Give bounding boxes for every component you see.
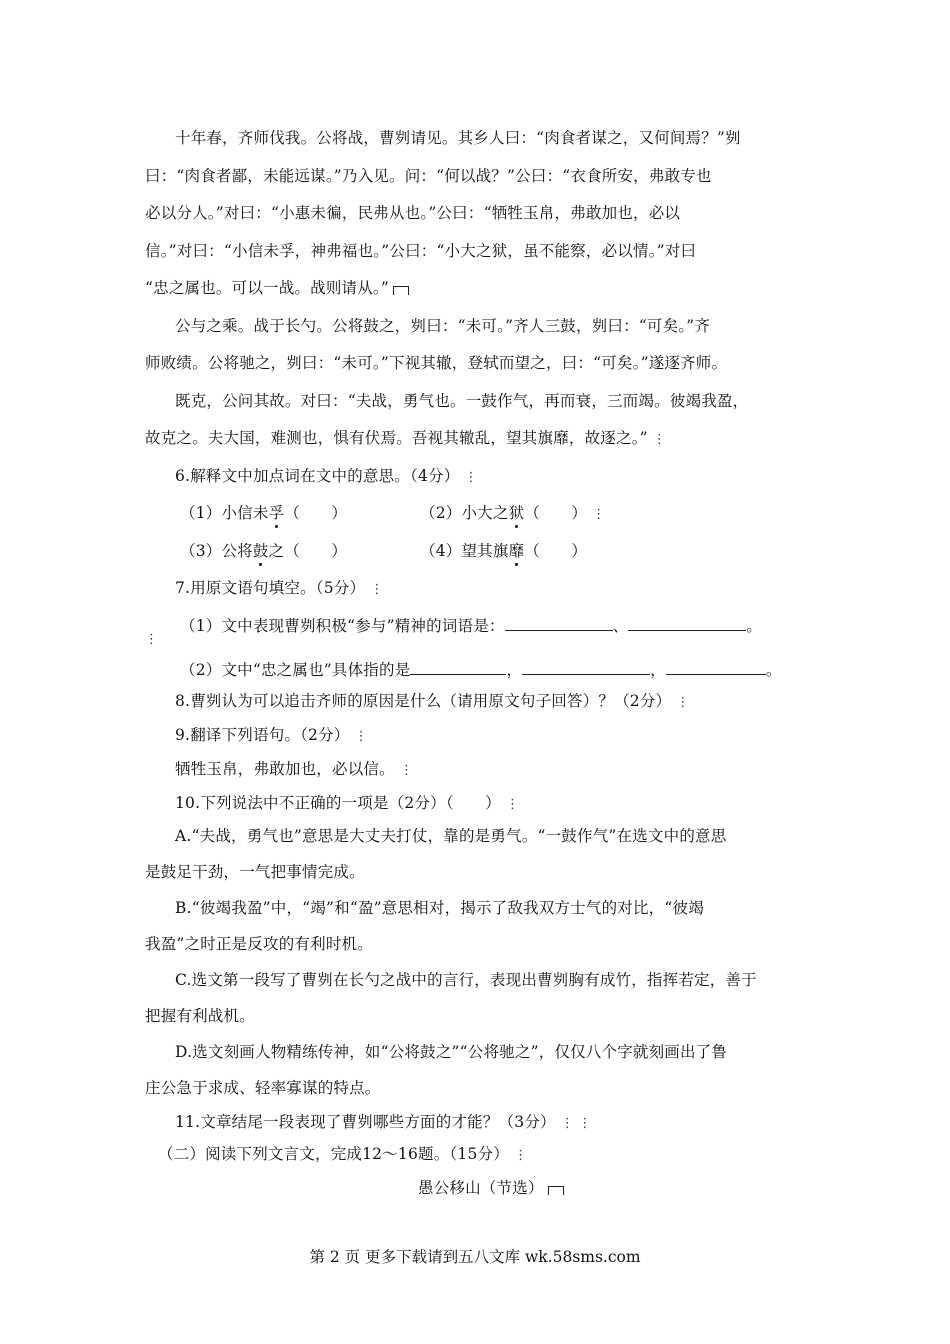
q6-item3-post: 之（ ） (268, 542, 348, 560)
passage1-line: 曰：“肉食者鄙，未能远谋。”乃入见。问：“何以战？”公曰：“衣食所安，弗敢专也 (145, 167, 712, 185)
question-6-stem (175, 466, 815, 488)
question-10-text: 10.下列说法中不正确的一项是（2分）（ ） (175, 794, 501, 812)
format-mark-icon: ⋮ ⋮ (560, 1116, 592, 1131)
question-8-text: 8.曹刿认为可以追击齐师的原因是什么（请用原文句子回答）？（2分） (175, 692, 672, 710)
q6-item4-pre: （4）望其旗 (420, 542, 509, 560)
question-7-text: 7.用原文语句填空。（5分） (175, 579, 366, 597)
passage2-line: 师败绩。公将驰之，刿曰：“未可。”下视其辙，登轼而望之，曰：“可矣。”遂逐齐师。 (145, 354, 728, 372)
q7-sub1-text: （1）文中表现曹刿积极“参与”精神的词语是： (180, 617, 505, 635)
q7-sub2-text: （2）文中“忠之属也”具体指的是 (180, 661, 411, 679)
q6-item2-dotted: 狱 (508, 504, 525, 522)
option-b-line: B.“彼竭我盈”中，“竭”和“盈”意思相对，揭示了敌我双方士气的对比，“彼竭 (175, 899, 704, 917)
q7-sub2-end: 。 (765, 661, 782, 679)
passage-2-title-text: 愚公移山（节选） (418, 1179, 544, 1197)
section-2-heading (158, 1144, 828, 1166)
q6-item4-post: （ ） (524, 542, 588, 560)
q6-item2-post: （ ） (524, 504, 588, 522)
format-mark-line (145, 628, 815, 650)
question-6-text: 6.解释文中加点词在文中的意思。（4分） (175, 467, 460, 485)
format-mark-icon: ⋮ (652, 432, 667, 447)
option-a-line: A.“夫战，勇气也”意思是大丈夫打仗，靠的是勇气。“一鼓作气”在选文中的意思 (175, 827, 727, 845)
format-mark-icon: ⋮ (506, 797, 520, 812)
q6-item1 (180, 504, 347, 522)
answer-blank[interactable] (522, 660, 650, 675)
question-7-sub2 (180, 660, 820, 680)
q6-item2-pre: （2）小大之 (420, 504, 509, 522)
passage3-line: 既克，公问其故。对曰：“夫战，勇气也。一鼓作气，再而衰，三而竭。彼竭我盈， (175, 392, 749, 410)
section-2-text: （二）阅读下列文言文，完成12～16题。（15分） (158, 1145, 509, 1163)
format-mark-icon: ⋮ (399, 763, 414, 778)
question-9-text: 9.翻译下列语句。（2分） (175, 726, 350, 744)
option-a-line: 是鼓足干劲，一气把事情完成。 (145, 863, 365, 881)
question-9-stem (175, 725, 815, 747)
q6-item3-pre: （3）公将 (180, 542, 253, 560)
passage3-line (145, 428, 815, 450)
q7-sub1-end: 。 (746, 617, 763, 635)
passage1-line: 十年春，齐师伐我。公将战，曹刿请见。其乡人曰：“肉食者谋之，又何间焉？”刿 (175, 129, 741, 147)
passage-2-title (418, 1178, 718, 1198)
page-footer: 第 2 页 更多下载请到五八文库 wk.58sms.com (309, 1248, 641, 1266)
passage1-line (145, 278, 815, 298)
passage1-line-text: “忠之属也。可以一战。战则请从。” (145, 279, 389, 297)
q6-item2 (420, 503, 605, 525)
question-7-stem (175, 578, 815, 600)
format-mark-icon: ⋮ (676, 695, 690, 710)
passage3-line-text: 故克之。夫大国，难测也，惧有伏焉。吾视其辙乱，望其旗靡，故逐之。” (145, 429, 648, 447)
answer-blank[interactable] (410, 660, 506, 675)
option-c-line: C.选文第一段写了曹刿在长勺之战中的言行，表现出曹刿胸有成竹，指挥若定，善于 (175, 971, 757, 989)
option-d-line: D.选文刻画人物精练传神，如“公将鼓之”“公将驰之”，仅仅八个字就刻画出了鲁 (175, 1043, 728, 1061)
question-11 (175, 1112, 815, 1134)
passage2-line: 公与之乘。战于长勺。公将鼓之，刿曰：“未可。”齐人三鼓，刿曰：“可矣。”齐 (175, 317, 711, 335)
answer-blank[interactable] (666, 660, 766, 675)
question-6-row1 (180, 503, 820, 523)
q6-item1-dotted: 孚 (268, 504, 285, 522)
paragraph-mark-icon (393, 286, 409, 295)
q7-sub2-sep: ， (650, 661, 666, 679)
question-9-sentence-text: 牺牲玉帛，弗敢加也，必以信。 (175, 760, 395, 778)
format-mark-icon: ⋮ (464, 470, 478, 485)
passage1-line: 必以分人。”对曰：“小惠未徧，民弗从也。”公曰：“牺牲玉帛，弗敢加也，必以 (145, 204, 681, 222)
question-11-text: 11.文章结尾一段表现了曹刿哪些方面的才能？（3分） (175, 1113, 556, 1131)
format-mark-icon: ⋮ (370, 582, 384, 597)
format-mark-icon: ⋮ (514, 1148, 528, 1163)
question-10-stem (175, 793, 815, 815)
q6-item4-dotted: 靡 (508, 542, 525, 560)
q6-item4 (420, 541, 587, 561)
option-d-line: 庄公急于求成、轻率寡谋的特点。 (145, 1079, 381, 1097)
q7-sub1-sep: 、 (612, 617, 629, 635)
format-mark-icon: ⋮ (592, 507, 606, 522)
option-b-line: 我盈”之时正是反攻的有利时机。 (145, 935, 373, 953)
format-mark-icon: ⋮ (354, 729, 368, 744)
q6-item3 (180, 542, 347, 560)
option-c-line: 把握有利战机。 (145, 1007, 255, 1025)
q6-item3-dotted: 鼓 (252, 542, 269, 560)
q6-item1-post: （ ） (284, 504, 348, 522)
question-8 (175, 691, 815, 713)
question-9-sentence (175, 759, 815, 781)
format-mark-icon: ⋮ (145, 632, 159, 647)
question-6-row2 (180, 541, 820, 561)
passage1-line: 信。”对曰：“小信未孚，神弗福也。”公曰：“小大之狱，虽不能察，必以情。”对曰 (145, 242, 697, 260)
q7-sub2-sep: ， (506, 661, 523, 679)
q6-item1-pre: （1）小信未 (180, 504, 269, 522)
paragraph-mark-icon (548, 1186, 564, 1195)
